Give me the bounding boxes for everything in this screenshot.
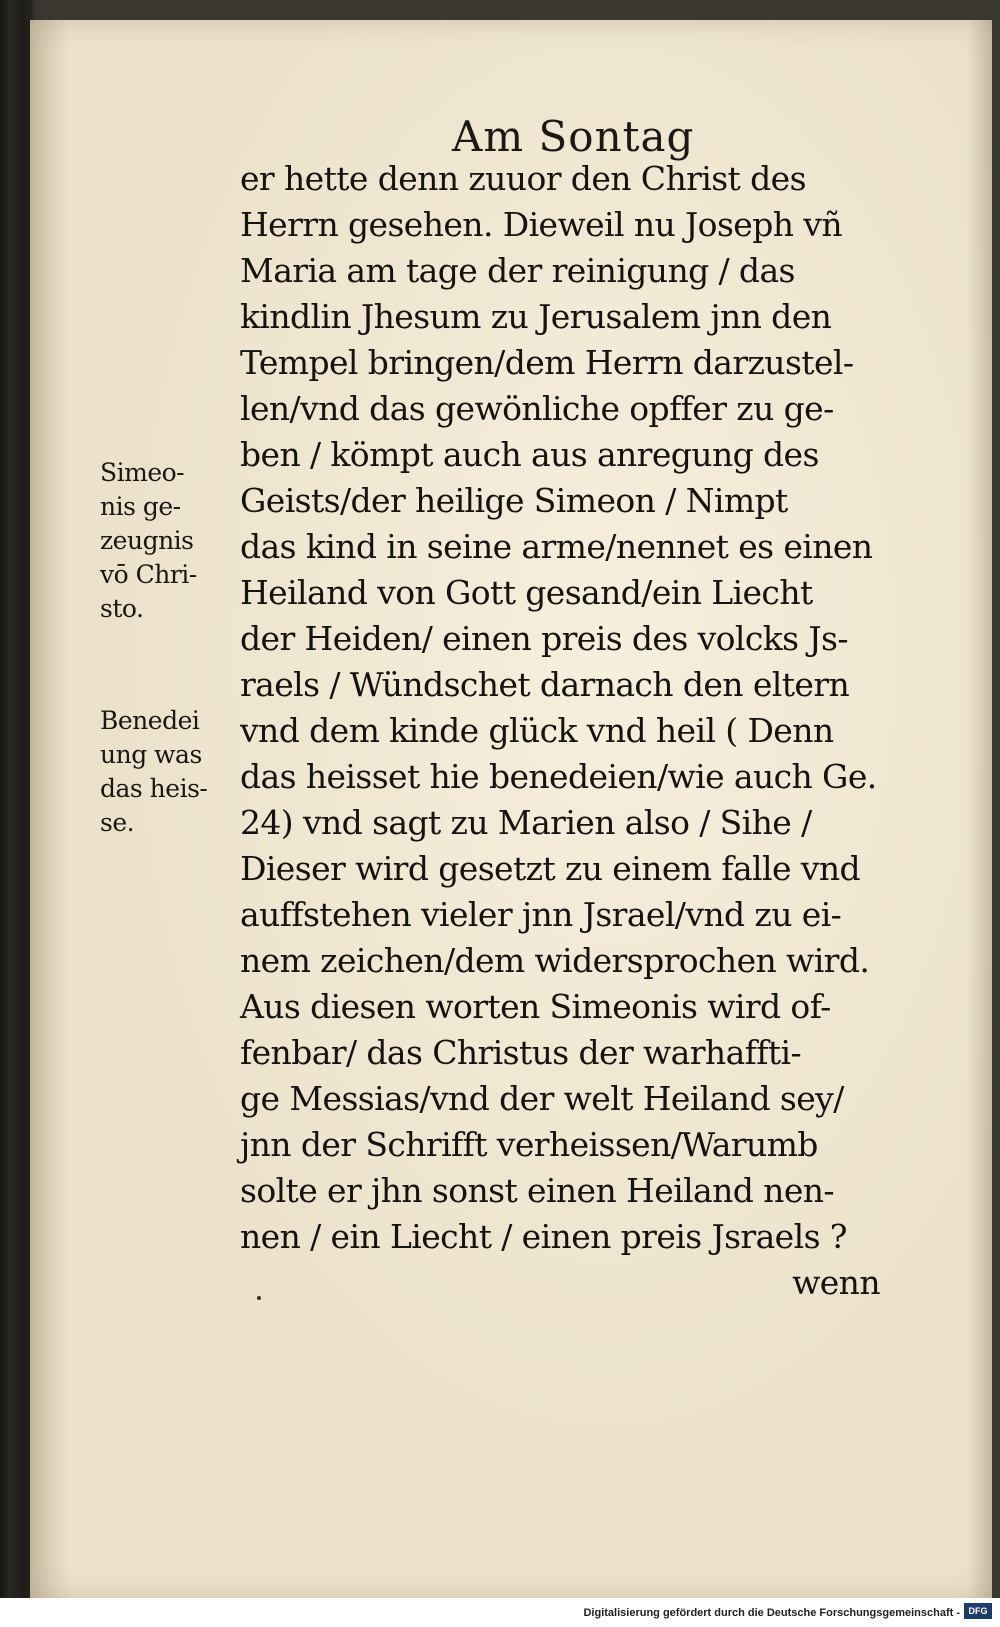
text-line: Aus diesen worten Simeonis wird of-	[240, 987, 831, 1026]
text-line: Maria am tage der reinigung / das	[240, 251, 795, 290]
text-line: jnn der Schrifft verheissen/Warumb	[240, 1125, 818, 1164]
text-line: Dieser wird gesetzt zu einem falle vnd	[240, 849, 860, 888]
margin-note-benedeiung	[100, 704, 235, 840]
text-line: kindlin Jhesum zu Jerusalem jnn den	[240, 297, 832, 336]
text-line: vnd dem kinde glück vnd heil ( Denn	[240, 711, 834, 750]
funding-credit: Digitalisierung gefördert durch die Deutsche Forschungsgemeinschaft -	[583, 1607, 960, 1619]
margin-note-line: se.	[100, 808, 135, 837]
margin-note-line: zeugnis	[100, 526, 194, 555]
text-line: das heisset hie benedeien/wie auch Ge.	[240, 757, 877, 796]
text-line: solte er jhn sonst einen Heiland nen-	[240, 1171, 834, 1210]
dfg-logo: DFG	[964, 1603, 992, 1619]
body-text	[240, 156, 920, 1306]
text-line: ben / kömpt auch aus anregung des	[240, 435, 819, 474]
text-line: das kind in seine arme/nennet es einen	[240, 527, 873, 566]
margin-note-line: nis ge-	[100, 492, 181, 521]
margin-note-line: das heis-	[100, 774, 208, 803]
text-line: Geists/der heilige Simeon / Nimpt	[240, 481, 788, 520]
margin-note-line: ung was	[100, 740, 202, 769]
text-line: fenbar/ das Christus der warhaffti-	[240, 1033, 802, 1072]
margin-note-line: vō Chri-	[100, 560, 197, 589]
margin-note-line: Simeo-	[100, 458, 185, 487]
text-line: nen / ein Liecht / einen preis Jsraels ?	[240, 1217, 847, 1256]
text-line: nem zeichen/dem widersprochen wird.	[240, 941, 870, 980]
text-line: Heiland von Gott gesand/ein Liecht	[240, 573, 813, 612]
margin-note-simeon	[100, 456, 235, 626]
text-line: der Heiden/ einen preis des volcks Js-	[240, 619, 848, 658]
text-line: er hette denn zuuor den Christ des	[240, 159, 806, 198]
margin-note-line: Benedei	[100, 706, 200, 735]
text-line: Herrn gesehen. Dieweil nu Joseph vñ	[240, 205, 842, 244]
catchword: wenn	[792, 1263, 880, 1302]
margin-note-line: sto.	[100, 594, 144, 623]
text-line: len/vnd das gewönliche opffer zu ge-	[240, 389, 834, 428]
running-heading: Am Sontag	[452, 112, 695, 161]
text-line: auffstehen vieler jnn Jsrael/vnd zu ei-	[240, 895, 842, 934]
text-line: Tempel bringen/dem Herrn darzustel-	[240, 343, 854, 382]
text-line: 24) vnd sagt zu Marien also / Sihe /	[240, 803, 812, 842]
ink-speck	[257, 1296, 261, 1300]
text-line: ge Messias/vnd der welt Heiland sey/	[240, 1079, 844, 1118]
text-line: raels / Wündschet darnach den eltern	[240, 665, 850, 704]
